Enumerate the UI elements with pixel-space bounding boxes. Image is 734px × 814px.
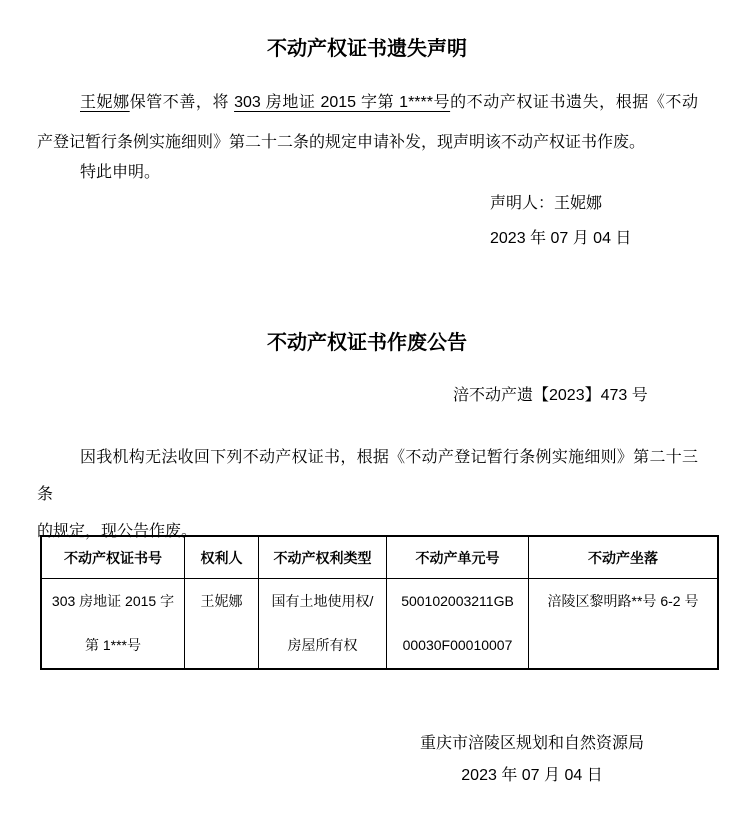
cert-no-line1: 303 房地证 2015 字 — [51, 593, 175, 609]
certificates-table — [40, 535, 719, 670]
declaration-text-segment: 保管不善，将 — [129, 94, 235, 111]
declaration-date: 2023 年 07 月 04 日 — [490, 230, 632, 247]
table-header-row — [41, 536, 718, 579]
declarant-name-underlined: 王妮娜 — [80, 94, 130, 111]
declaration-paragraph — [37, 83, 698, 193]
announcement-date: 2023 年 07 月 04 日 — [461, 767, 603, 784]
table-row — [41, 579, 718, 670]
right-type-line1: 国有土地使用权/ — [271, 593, 374, 609]
reference-number: 涪不动产遗【2023】473 号 — [453, 387, 648, 404]
declaration-paragraph-line1 — [37, 83, 698, 123]
declaration-title: 不动产权证书遗失声明 — [267, 38, 467, 60]
cell-cert-no — [41, 579, 185, 670]
declaration-text-segment: 的不动产权证书遗失，根据《不动 — [450, 94, 698, 111]
announcement-title: 不动产权证书作废公告 — [267, 332, 467, 354]
col-header-unit-no: 不动产单元号 — [387, 536, 529, 579]
unit-no-line2: 00030F00010007 — [402, 637, 513, 653]
cell-unit-no — [387, 579, 529, 670]
agency-name: 重庆市涪陵区规划和自然资源局 — [419, 735, 644, 752]
announcement-paragraph-line1: 因我机构无法收回下列不动产权证书，根据《不动产登记暂行条例实施细则》第二十三条 — [37, 449, 698, 503]
declaration-signature-block — [490, 186, 631, 256]
col-header-location: 不动产坐落 — [529, 536, 719, 579]
cell-location: 涪陵区黎明路**号 6-2 号 — [529, 579, 719, 670]
announcement-signature-block — [412, 728, 652, 792]
right-type-line2: 房屋所有权 — [287, 637, 358, 653]
col-header-cert-no: 不动产权证书号 — [41, 536, 185, 579]
cell-right-type — [259, 579, 387, 670]
declaration-paragraph-line2: 产登记暂行条例实施细则》第二十二条的规定申请补发，现声明该不动产权证书作废。 — [37, 134, 646, 151]
col-header-right-type: 不动产权利类型 — [259, 536, 387, 579]
declarant-line: 声明人：王妮娜 — [490, 195, 603, 212]
announcement-paragraph — [37, 439, 698, 550]
declaration-closing: 特此申明。 — [80, 164, 161, 181]
cert-no-line2: 第 1***号 — [84, 637, 142, 653]
certificate-number-underlined: 303 房地证 2015 字第 1****号 — [234, 94, 451, 111]
col-header-holder: 权利人 — [185, 536, 259, 579]
cell-holder: 王妮娜 — [185, 579, 259, 670]
unit-no-line1: 500102003211GB — [401, 593, 514, 609]
announcement-paragraph-line2: 的规定，现公告作废。 — [37, 523, 198, 540]
